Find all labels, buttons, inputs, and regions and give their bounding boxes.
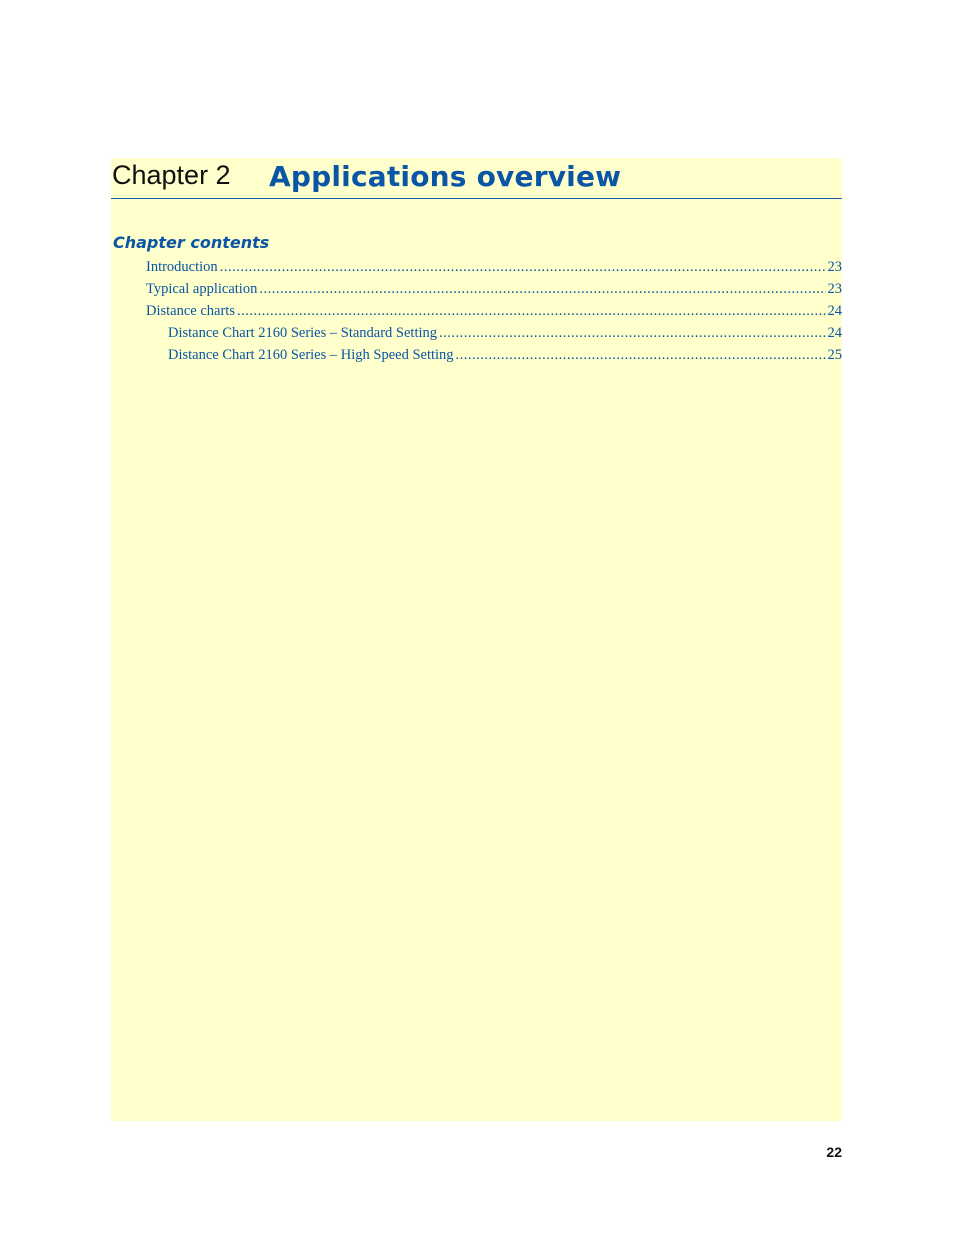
chapter-header <box>111 158 842 199</box>
chapter-panel <box>111 158 842 1121</box>
toc-entry-label: Typical application <box>146 281 258 297</box>
chapter-label: Chapter 2 <box>112 160 231 190</box>
toc-entry-page: 23 <box>827 259 842 275</box>
toc-entry-label: Distance Chart 2160 Series – Standard Setting <box>168 325 438 341</box>
toc-entry-high-speed-setting[interactable] <box>111 347 842 369</box>
table-of-contents <box>111 259 842 369</box>
toc-entry-distance-charts[interactable] <box>111 303 842 325</box>
toc-entry-label: Distance Chart 2160 Series – High Speed Setting <box>168 347 454 363</box>
toc-entry-page: 24 <box>827 303 842 319</box>
toc-entry-label: Introduction <box>146 259 218 275</box>
contents-heading: Chapter contents <box>113 233 270 252</box>
page-number: 22 <box>826 1144 842 1160</box>
toc-dot-leader <box>259 281 825 298</box>
toc-entry-page: 25 <box>827 347 842 363</box>
toc-entry-standard-setting[interactable] <box>111 325 842 347</box>
toc-entry-page: 23 <box>827 281 842 297</box>
chapter-title: Applications overview <box>269 160 622 193</box>
toc-entry-label: Distance charts <box>146 303 235 319</box>
toc-entry-introduction[interactable] <box>111 259 842 281</box>
toc-dot-leader <box>220 259 826 276</box>
toc-entry-typical-application[interactable] <box>111 281 842 303</box>
toc-dot-leader <box>439 325 825 342</box>
toc-dot-leader <box>237 303 826 320</box>
toc-dot-leader <box>456 347 826 364</box>
toc-entry-page: 24 <box>827 325 842 341</box>
